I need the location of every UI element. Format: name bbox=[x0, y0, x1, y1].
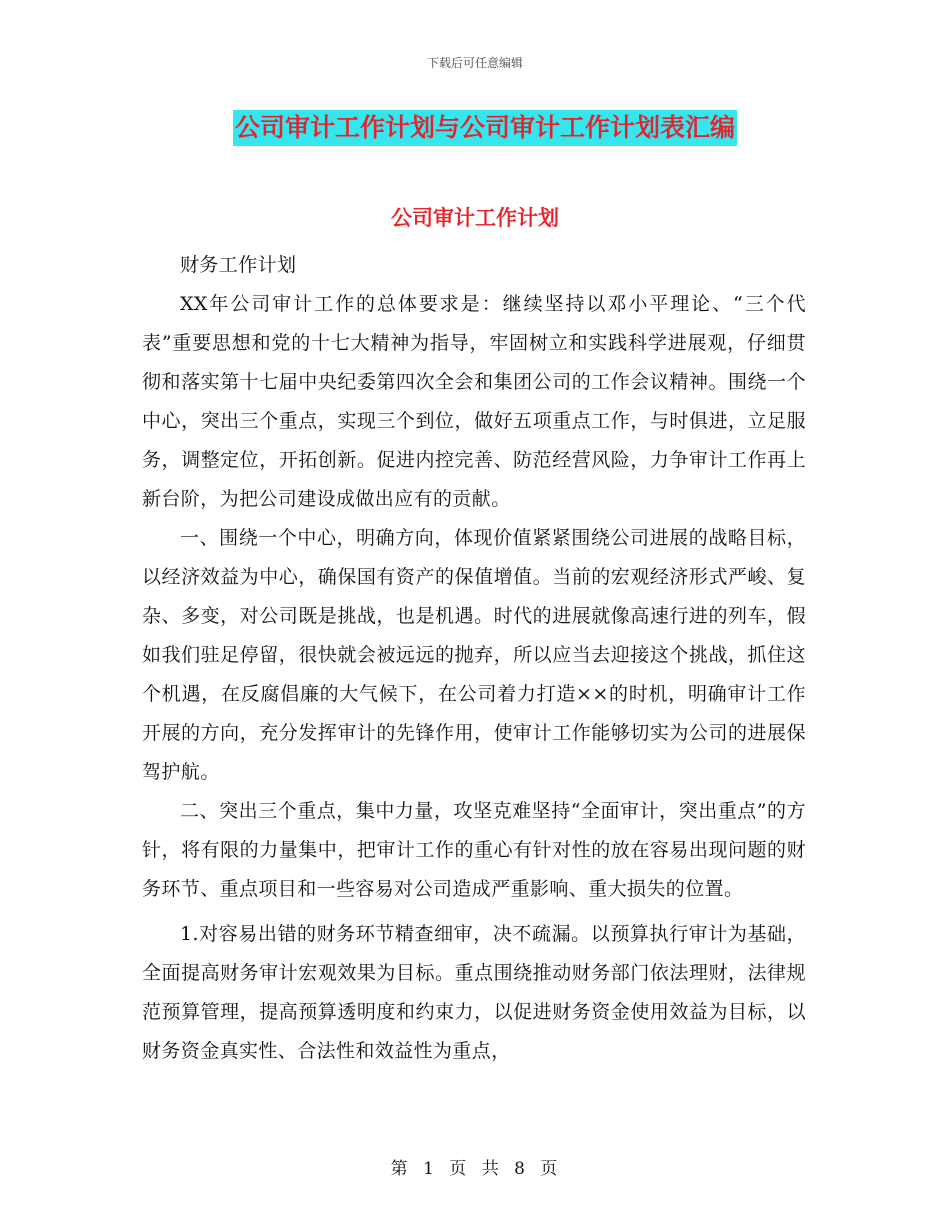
paragraph: 1.对容易出错的财务环节精查细审，决不疏漏。以预算执行审计为基础，全面提高财务审计宏观效果为目标。重点围绕推动财务部门依法理财，法律规范预算管理，提高预算透明度和约束力，以促进财务资金使用效益为目标，以财务资金真实性、合法性和效益性为重点， bbox=[142, 923, 806, 1062]
header-note: 下载后可任意编辑 bbox=[426, 56, 523, 70]
paragraph-heading: 财务工作计划 bbox=[180, 254, 297, 276]
document-body bbox=[142, 246, 806, 1071]
paragraph: XX年公司审计工作的总体要求是：继续坚持以邓小平理论、“三个代表”重要思想和党的十七大精神为指导，牢固树立和实践科学进展观，仔细贯彻和落实第十七届中央纪委第四次全会和集团公司的工作会议精神。围绕一个中心，突出三个重点，实现三个到位，做好五项重点工作，与时俱进，立足服务，调整定位，开拓创新。促进内控完善、防范经营风险，力争审计工作再上新台阶，为把公司建设成做出应有的贡献。 bbox=[142, 293, 806, 510]
paragraph: 二、突出三个重点，集中力量，攻坚克难坚持“全面审计，突出重点”的方针，将有限的力量集中，把审计工作的重心有针对性的放在容易出现问题的财务环节、重点项目和一些容易对公司造成严重影响、重大损失的位置。 bbox=[142, 800, 806, 900]
document-sub-title: 公司审计工作计划 bbox=[391, 206, 559, 230]
paragraph: 一、围绕一个中心，明确方向，体现价值紧紧围绕公司进展的战略目标，以经济效益为中心，确保国有资产的保值增值。当前的宏观经济形式严峻、复杂、多变，对公司既是挑战，也是机遇。时代的进展就像高速行进的列车，假如我们驻足停留，很快就会被远远的抛弃，所以应当去迎接这个挑战，抓住这个机遇，在反腐倡廉的大气候下，在公司着力打造××的时机，明确审计工作开展的方向，充分发挥审计的先锋作用，使审计工作能够切实为公司的进展保驾护航。 bbox=[142, 527, 806, 783]
document-main-title: 公司审计工作计划与公司审计工作计划表汇编 bbox=[233, 110, 737, 146]
page-number-footer: 第 1 页 共 8 页 bbox=[390, 1159, 560, 1179]
